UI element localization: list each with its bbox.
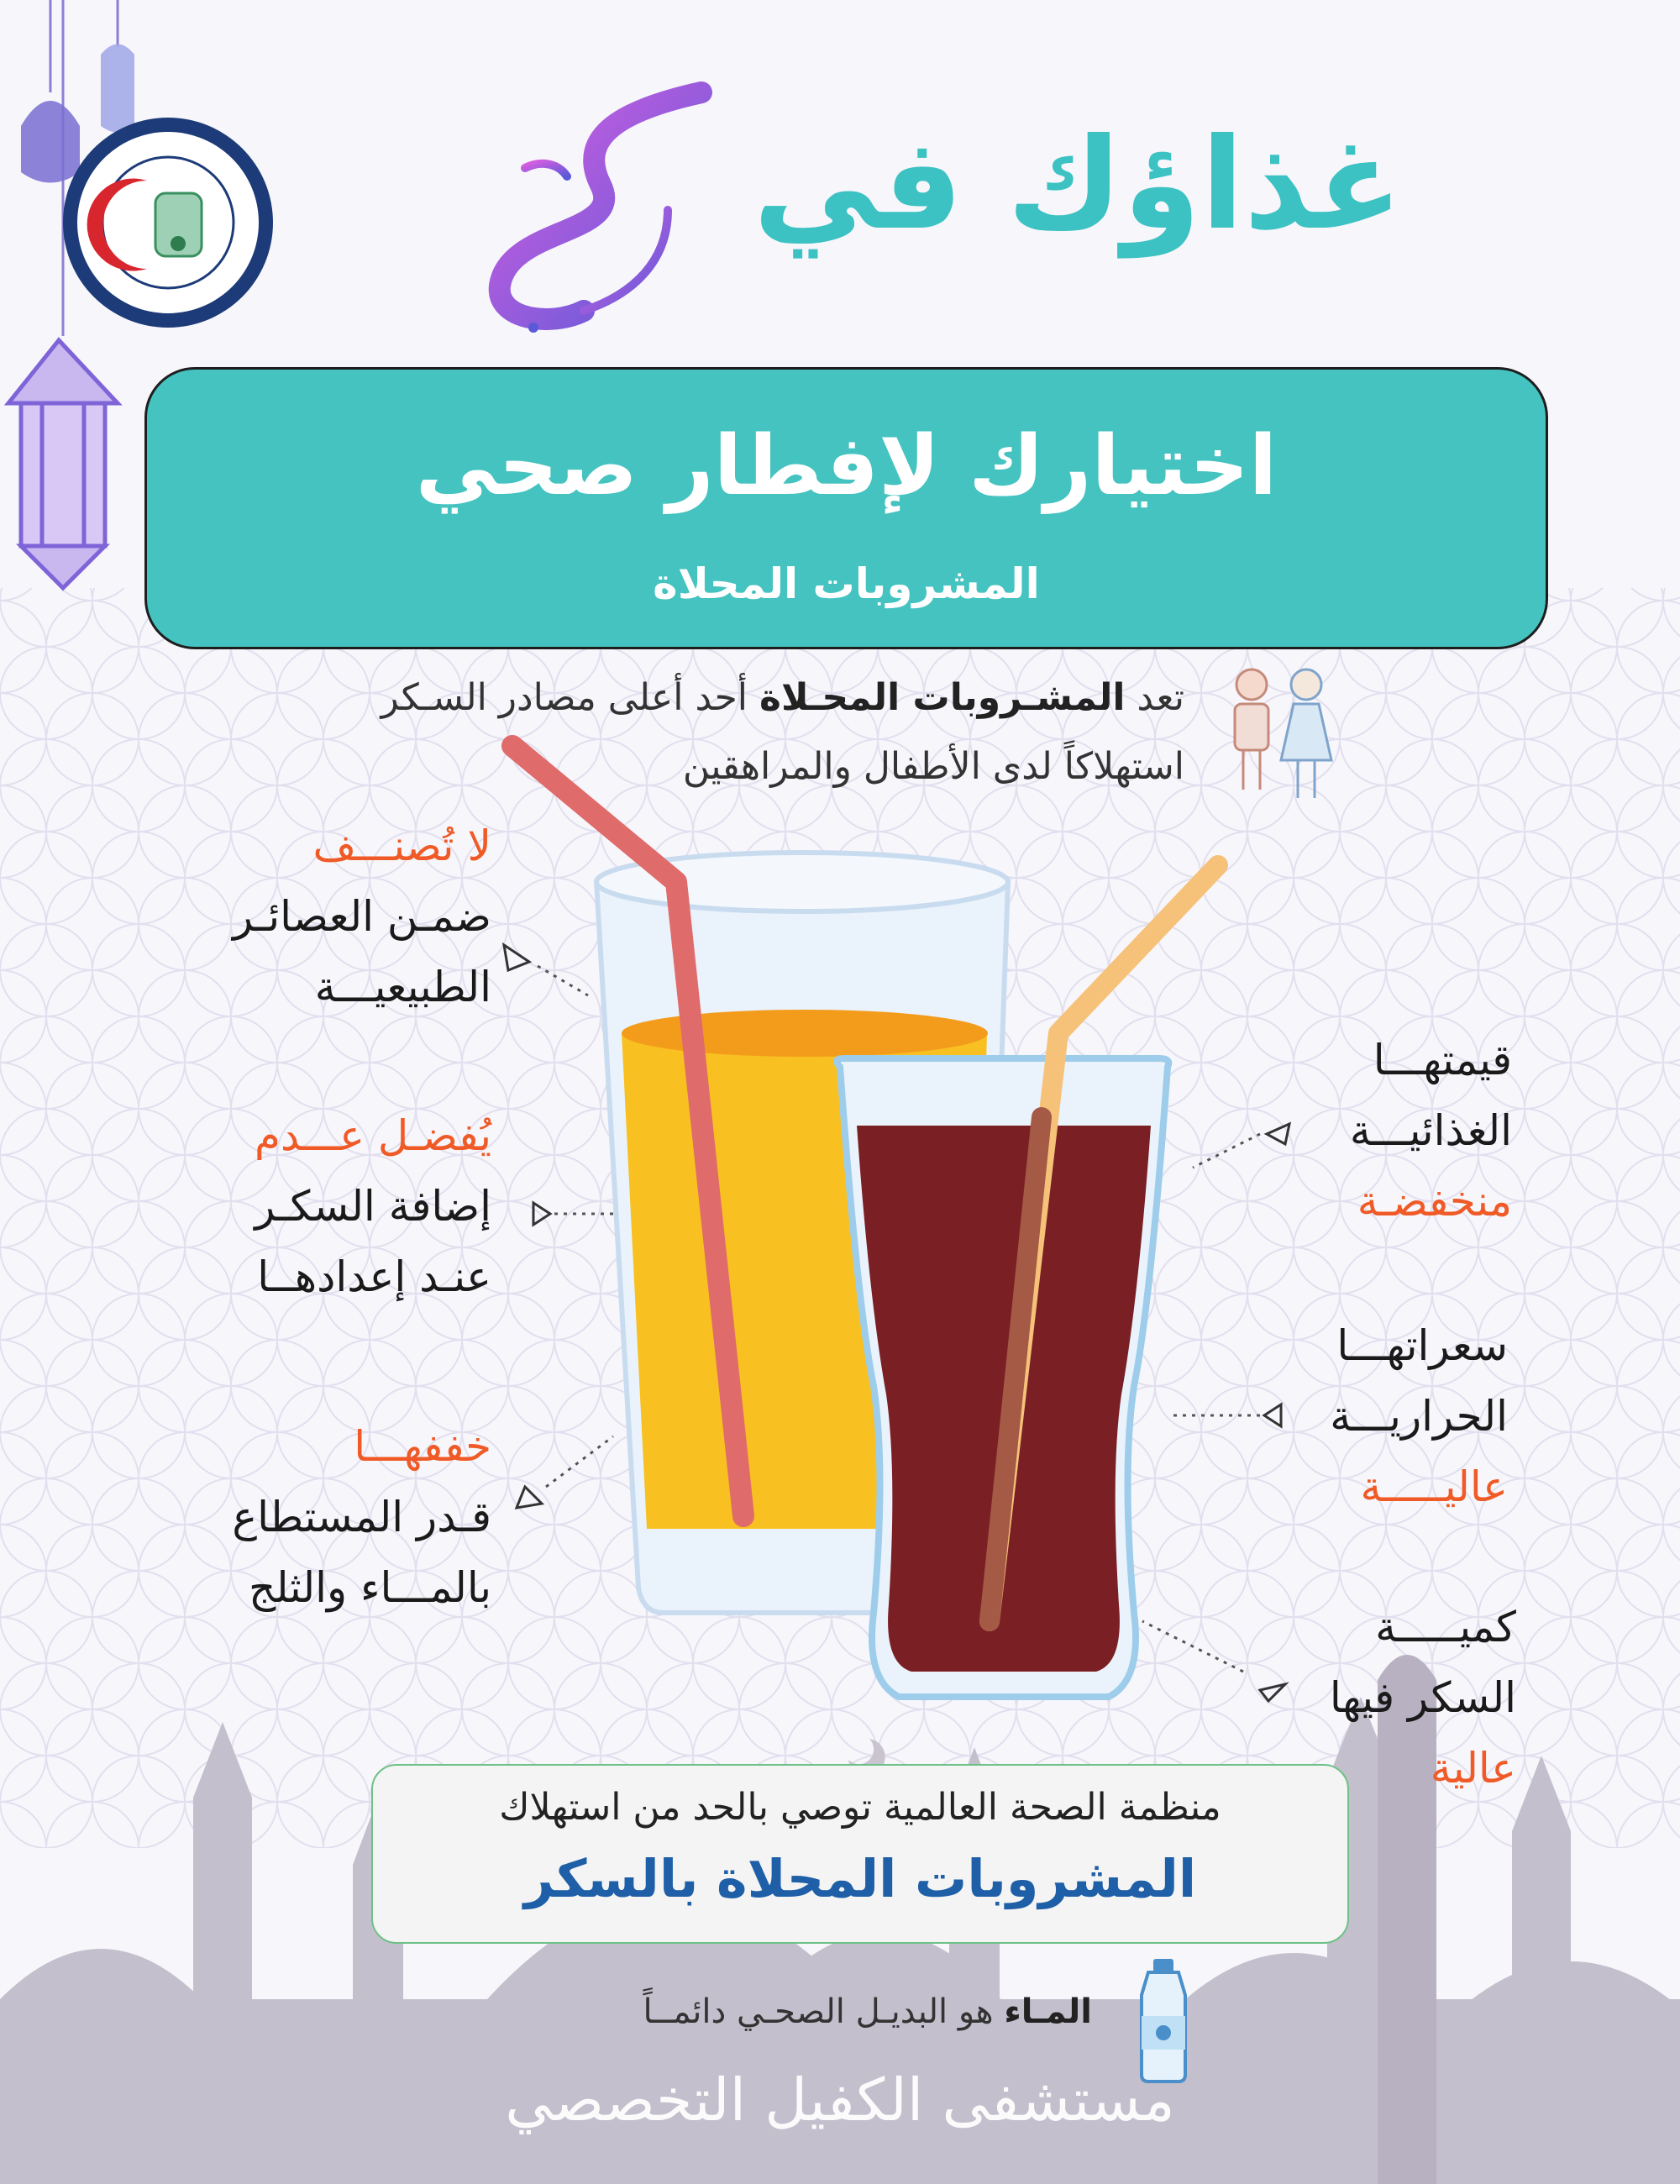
note-highlight: عاليـــــة <box>1360 1462 1508 1511</box>
note-line: عنـد إعدادهــا <box>257 1252 491 1301</box>
note-highlight: منخفضـة <box>1357 1177 1512 1226</box>
intro-line-2: استهلاكاً لدى الأطفال والمراهقين <box>682 745 1184 788</box>
header-banner <box>144 367 1548 649</box>
page-title: غذاؤك في <box>753 112 1403 258</box>
water-tip: المـاء هو البديـل الصحـي دائمــاً <box>643 1992 1092 2031</box>
note-line: كميـــــة <box>1375 1603 1516 1651</box>
who-recommendation-box <box>371 1764 1349 1944</box>
right-note-2 <box>1231 1310 1508 1522</box>
note-highlight: يُفضـل عـــدم <box>255 1111 491 1160</box>
note-line: بالمـــاء والثلج <box>248 1563 491 1612</box>
drinks-illustration <box>487 731 1243 1789</box>
left-note-1 <box>71 811 491 1022</box>
footer-hospital-name: مستشفى الكفيل التخصصي <box>505 2066 1175 2134</box>
left-note-3 <box>71 1411 491 1623</box>
note-line: الحراريـــة <box>1330 1392 1508 1441</box>
who-line-1: منظمة الصحة العالمية توصي بالحد من استهلاك <box>499 1786 1221 1829</box>
water-bold: المـاء <box>1004 1992 1092 2031</box>
who-line-2: المشروبات المحلاة بالسكر <box>523 1848 1197 1909</box>
note-line: قـدر المستطاع <box>232 1493 491 1541</box>
banner-title: اختيارك لإفطار صحي <box>415 418 1278 514</box>
note-highlight: عالية <box>1430 1744 1516 1793</box>
note-line: سعراتهـــا <box>1336 1321 1508 1370</box>
note-line: الطبيعيـــة <box>314 963 491 1011</box>
note-line: إضافة السكـر <box>255 1182 491 1231</box>
intro-line-1: تعد المشـروبات المحـلاة أحد أعلى مصادر السـكر <box>381 676 1184 719</box>
banner-subtitle: المشروبات المحلاة <box>653 559 1040 608</box>
right-note-1 <box>1235 1025 1512 1236</box>
hospital-logo <box>59 113 277 332</box>
note-line: ضمـن العصائـر <box>233 892 491 941</box>
intro-bold: المشـروبات المحـلاة <box>759 676 1126 719</box>
note-line: الغذائيـــة <box>1349 1106 1512 1155</box>
note-highlight: خففهـــا <box>354 1422 491 1471</box>
left-note-2 <box>71 1100 491 1312</box>
note-highlight: لا تُصنـــف <box>312 822 491 870</box>
ramadan-calligraphy <box>475 59 727 344</box>
note-line: السكر فيها <box>1329 1673 1516 1722</box>
note-line: قيمتهـــا <box>1373 1036 1512 1084</box>
